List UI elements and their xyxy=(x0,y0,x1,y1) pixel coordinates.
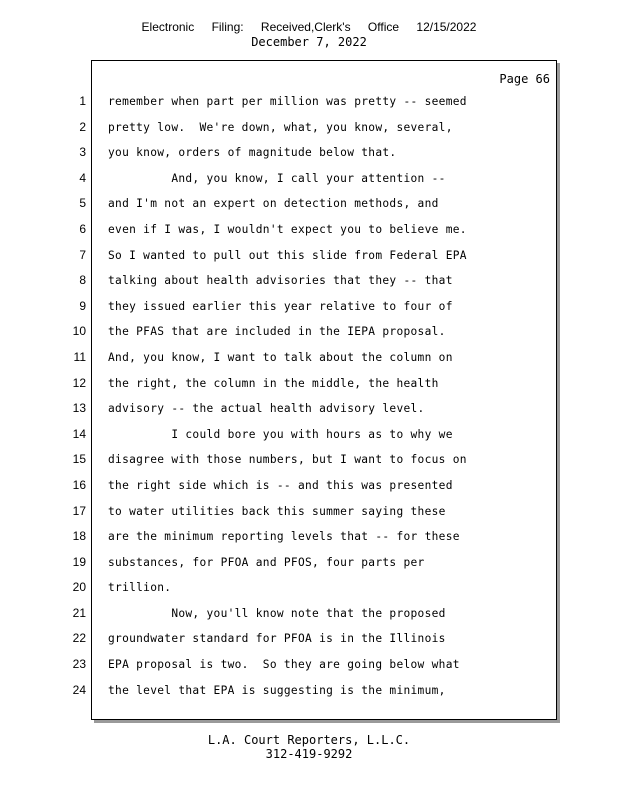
line-number: 20 xyxy=(72,580,86,595)
line-number: 14 xyxy=(72,426,86,441)
office-label: Office xyxy=(367,20,400,34)
line-number: 12 xyxy=(72,375,86,390)
filing-label: Electronic xyxy=(141,20,195,34)
filing-stamp xyxy=(0,20,618,34)
line-number: 3 xyxy=(79,145,86,160)
transcript-line: you know, orders of magnitude below that. xyxy=(108,146,397,160)
transcript-line: And, you know, I want to talk about the column on xyxy=(108,350,453,364)
transcript-line: pretty low. We're down, what, you know, several, xyxy=(108,120,453,134)
line-number: 7 xyxy=(79,247,86,262)
transcript-line: even if I was, I wouldn't expect you to believe me. xyxy=(108,222,467,236)
line-number: 24 xyxy=(72,682,86,697)
transcript-line: Now, you'll know note that the proposed xyxy=(108,606,446,620)
hearing-date: December 7, 2022 xyxy=(251,35,367,49)
filing-word: Filing: xyxy=(211,20,244,34)
transcript-line: I could bore you with hours as to why we xyxy=(108,427,453,441)
transcript-text xyxy=(108,93,548,707)
transcript-line: trillion. xyxy=(108,581,172,595)
line-number: 18 xyxy=(72,529,86,544)
line-number: 17 xyxy=(72,503,86,518)
transcript-line: they issued earlier this year relative to four of xyxy=(108,299,453,313)
line-number: 13 xyxy=(72,401,86,416)
line-number: 2 xyxy=(79,119,86,134)
transcript-line: the right, the column in the middle, the health xyxy=(108,376,439,390)
line-number: 15 xyxy=(72,452,86,467)
line-number: 11 xyxy=(73,349,86,364)
line-number: 19 xyxy=(72,554,86,569)
transcript-line: are the minimum reporting levels that -- for these xyxy=(108,530,460,544)
line-number-column xyxy=(60,93,86,707)
transcript-line: the right side which is -- and this was presented xyxy=(108,478,453,492)
court-reporter-phone: 312-419-9292 xyxy=(265,747,353,761)
transcript-line: substances, for PFOA and PFOS, four parts per xyxy=(108,555,425,569)
transcript-line: talking about health advisories that they -- that xyxy=(108,274,453,288)
line-number: 16 xyxy=(72,477,86,492)
transcript-line: disagree with those numbers, but I want to focus on xyxy=(108,453,467,467)
line-number: 23 xyxy=(72,657,86,672)
line-number: 10 xyxy=(72,324,86,339)
received-label: Received,Clerk's xyxy=(260,20,351,34)
transcript-line: remember when part per million was pretty -- seemed xyxy=(108,95,467,108)
line-number: 9 xyxy=(79,298,86,313)
transcript-line: the level that EPA is suggesting is the minimum, xyxy=(108,683,446,697)
page-number: Page 66 xyxy=(499,72,550,86)
line-number: 4 xyxy=(79,170,86,185)
line-number: 22 xyxy=(72,631,86,646)
transcript-line: And, you know, I call your attention -- xyxy=(108,171,446,185)
line-number: 5 xyxy=(79,196,86,211)
line-number: 8 xyxy=(79,273,86,288)
transcript-line: and I'm not an expert on detection methods, and xyxy=(108,197,439,211)
transcript-line: advisory -- the actual health advisory level. xyxy=(108,402,425,416)
transcript-line: EPA proposal is two. So they are going below what xyxy=(108,658,460,672)
transcript-line: groundwater standard for PFOA is in the Illinois xyxy=(108,632,446,646)
filing-date: 12/15/2022 xyxy=(416,20,477,34)
line-number: 1 xyxy=(79,94,86,108)
court-reporter-name: L.A. Court Reporters, L.L.C. xyxy=(207,733,411,747)
transcript-line: the PFAS that are included in the IEPA proposal. xyxy=(108,325,446,339)
transcript-line: So I wanted to pull out this slide from Federal EPA xyxy=(108,248,467,262)
transcript-line: to water utilities back this summer saying these xyxy=(108,504,446,518)
line-number: 21 xyxy=(72,605,86,620)
line-number: 6 xyxy=(79,221,86,236)
footer xyxy=(0,733,618,761)
